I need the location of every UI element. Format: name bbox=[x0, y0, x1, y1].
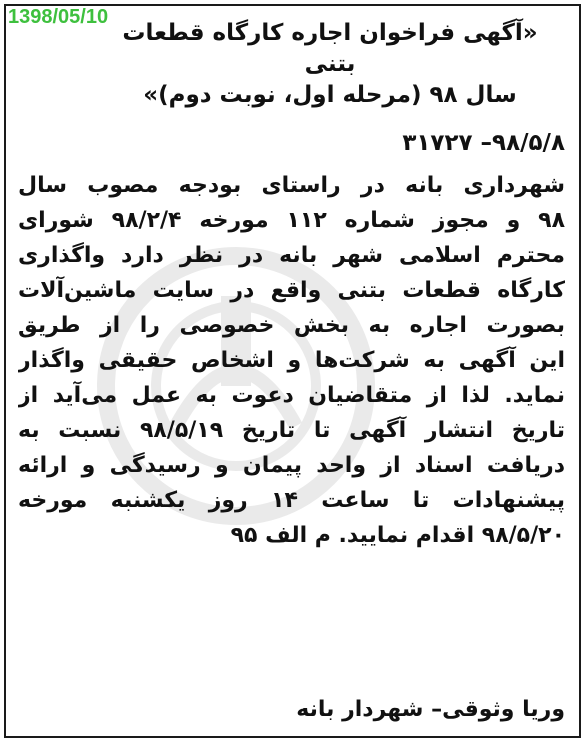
notice-frame bbox=[4, 4, 581, 738]
title-line-1: «آگهی فراخوان اجاره کارگاه قطعات بتنی bbox=[122, 20, 538, 77]
notice-title bbox=[95, 18, 565, 111]
body-line: محترم اسلامی شهر بانه در نظر دارد واگذاری bbox=[18, 243, 565, 268]
signature: وریا وثوقی– شهردار بانه bbox=[296, 697, 565, 722]
body-line: بصورت اجاره به بخش خصوصی را از طریق bbox=[18, 313, 565, 338]
body-line: این آگهی به شرکت‌ها و اشخاص حقیقی واگذار bbox=[18, 348, 565, 373]
title-line-2: سال ۹۸ (مرحله اول، نوبت دوم)» bbox=[143, 82, 517, 108]
body-line: دریافت اسناد از واحد پیمان و رسیدگی و ارائه bbox=[18, 453, 565, 478]
body-line: ۹۸/۵/۲۰ اقدام نمایید. م الف ۹۵ bbox=[230, 523, 565, 548]
body-line: کارگاه قطعات بتنی واقع در سایت ماشین‌آلات bbox=[18, 278, 565, 303]
body-line: ۹۸ و مجوز شماره ۱۱۲ مورخه ۹۸/۲/۴ شورای bbox=[18, 208, 565, 233]
date-stamp: 1398/05/10 bbox=[8, 6, 109, 28]
body-line: نماید. لذا از متقاضیان دعوت به عمل می‌آید از bbox=[18, 383, 565, 408]
reference-text: ۹۸/۵/۸– ۳۱۷۲۷ bbox=[402, 130, 565, 156]
notice-body bbox=[18, 168, 565, 553]
body-line: پیشنهادات تا ساعت ۱۴ روز یکشنبه مورخه bbox=[18, 488, 565, 513]
body-line: شهرداری بانه در راستای بودجه مصوب سال bbox=[18, 173, 565, 198]
reference-number bbox=[402, 128, 565, 158]
body-line: تاریخ انتشار آگهی تا تاریخ ۹۸/۵/۱۹ نسبت به bbox=[18, 418, 565, 443]
